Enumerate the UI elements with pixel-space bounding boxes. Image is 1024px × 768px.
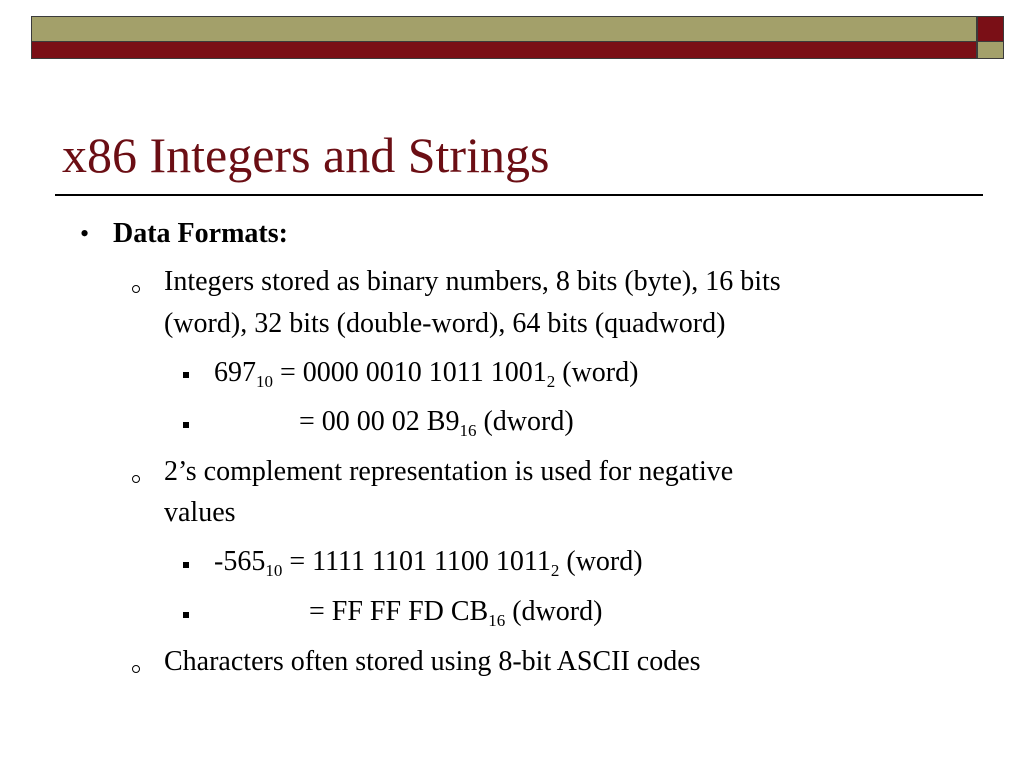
example-697-dword [299, 405, 574, 439]
corner-square-olive [977, 41, 1004, 59]
hex-equation: = FF FF FD CB [309, 596, 489, 627]
hex-equation: = 00 00 02 B9 [299, 406, 460, 437]
square-bullet-icon [183, 612, 189, 618]
integers-text-line1: Integers stored as binary numbers, 8 bits (byte), 16 bits [164, 266, 781, 297]
size-label: (word) [559, 546, 643, 577]
decimal-value: -565 [214, 546, 266, 577]
header-band-maroon [31, 41, 977, 59]
size-label: (dword) [505, 596, 603, 627]
circle-bullet-icon [132, 665, 140, 673]
twos-complement-line1: 2’s complement representation is used for negative [164, 456, 734, 487]
example-565-dword [309, 595, 602, 629]
binary-equation: = 1111 1101 1100 1011 [282, 546, 551, 577]
characters-text: Characters often stored using 8-bit ASCII codes [164, 646, 701, 677]
size-label: (dword) [476, 406, 574, 437]
binary-equation: = 0000 0010 1011 1001 [273, 357, 547, 388]
size-label: (word) [555, 357, 639, 388]
section-heading: Data Formats: [113, 218, 288, 249]
circle-bullet-icon [132, 285, 140, 293]
square-bullet-icon [183, 562, 189, 568]
base-subscript: 2 [546, 372, 556, 391]
square-bullet-icon [183, 422, 189, 428]
base-subscript: 16 [459, 421, 477, 440]
base-subscript: 16 [488, 611, 506, 630]
header-band-olive [31, 16, 977, 42]
twos-complement-line2: values [164, 497, 236, 528]
base-subscript: 10 [265, 561, 283, 580]
example-697-word [214, 356, 638, 390]
decimal-value: 697 [214, 357, 256, 388]
corner-square-maroon [977, 16, 1004, 42]
example-565-word [214, 545, 643, 579]
base-subscript: 10 [256, 372, 273, 391]
base-subscript: 2 [550, 561, 560, 580]
bullet-dot-icon: • [80, 219, 90, 248]
circle-bullet-icon [132, 475, 140, 483]
title-underline [55, 194, 983, 196]
slide-title: x86 Integers and Strings [62, 127, 550, 183]
integers-text-line2: (word), 32 bits (double-word), 64 bits (quadword) [164, 308, 726, 339]
square-bullet-icon [183, 372, 189, 378]
